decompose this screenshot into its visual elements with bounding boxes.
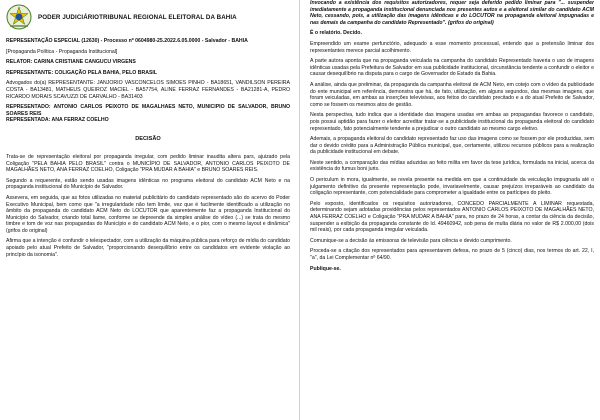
paragraph-analysis-7: O periculum in mora, igualmente, se revela presente na medida em que a continuidade da veiculação impugnada até o julgamento definitivo da presente representação pode, invariavelmente, causar prejuízos irreparáveis ao candidato da coligação representante, com potencialidade para comprometer a igualdade entre os partícipes do pleito. bbox=[310, 177, 594, 197]
document-header bbox=[6, 0, 290, 34]
paragraph-publish: Publique-se. bbox=[310, 265, 341, 272]
paragraph-analysis-1: Empreendido um exame perfunctório, adequado a esse momento processual, entendo que a pretensão liminar dos representantes merece parcial acolhimento. bbox=[310, 40, 594, 54]
case-title: REPRESENTAÇÃO ESPECIAL (12630) - Processo nº 0604980-25.2022.6.05.0000 - Salvador - BAHIA bbox=[6, 38, 248, 44]
paragraph-ruling: Pelo exposto, identificados os requisitos autorizadores, CONCEDO PARCIALMENTE A LIMINAR requestada, determinando sejam adotadas providências pelos representados ANTONIO CARLOS PEIXOTO DE MAGALHÃES NETO, ANA FERRAZ COELHO e Coligação "PRA MUDAR A BAHIA" para, no prazo de 24 horas, a contar da ciência da decisão, suspender a exibição da propaganda constante do Id. 49460942, sob pena de multa diária no valor de R$ 2.000,00 (dois mil reais), por cada propaganda irregular veiculada. bbox=[310, 200, 594, 234]
case-subject: [Propaganda Política - Propaganda Institucional] bbox=[6, 48, 118, 55]
column-divider bbox=[299, 0, 300, 420]
paragraph-1: Trata-se de representação eleitoral por propaganda irregular, com pedido liminar inaudita altera pars, ajuizado pela Coligação "PELA BAHIA PELO BRASIL" contra o MUNICÍPIO DE SALVADOR, ANTONIO CARLOS PEIXOTO DE MAGALHÃES NETO, ANA FERRAZ COELHO, Coligação "PRA MUDAR A BAHIA" e BRUNO SOARES REIS. bbox=[6, 153, 290, 174]
right-column bbox=[310, 0, 594, 420]
paragraph-4: Afirma que a intenção é confundir o telespectador, com a utilização da máquina pública para reforço de mídia do candidato apoiado pelo atual Prefeito de Salvador, "proporcionando desequilíbrio entre os candidatos em evidente violação ao princípio da isonomia". bbox=[6, 238, 290, 258]
court-name: PODER JUDICIÁRIOTRIBUNAL REGIONAL ELEITORAL DA BAHIA bbox=[38, 13, 237, 21]
case-lawyers: Advogados do(a) REPRESENTANTE: JANJORIO VASCONCELOS SIMOES PINHO - BA18651, VANDILSON PEREIRA COSTA - BA13481, MATHEUS QUEIROZ MACIEL - BA57754, ALINE FERRAZ FERNANDES - BA21281-A, PEDRO RICARDO MORAIS SCAVUZZI DE CARVALHO - BA31403 bbox=[6, 80, 290, 100]
case-defendant-2: REPRESENTADA: ANA FERRAZ COELHO bbox=[6, 117, 109, 124]
paragraph-2: Segundo a requerente, estão sendo usadas imagens idênticas no programa eleitoral do candidato ACM Neto e na propaganda institucional do Município de Salvador. bbox=[6, 177, 290, 191]
case-plaintiff: REPRESENTANTE: COLIGAÇÃO PELA BAHIA, PELO BRASIL bbox=[6, 69, 158, 76]
paragraph-analysis-4: Nesta perspectiva, tudo indica que a identidade das imagens usadas em ambas as propagandas favorece o candidato, pois possui aptidão para fazer o eleitor acreditar tratar-se a publicidade institucional da propaganda eleitoral do candidato representado, fato potencialmente tendente a prejudicar o outro candidato ao mesmo cargo eletivo. bbox=[310, 112, 594, 132]
paragraph-citation: Proceda-se a citação dos representados para apresentarem defesa, no prazo de 5 (cinco) dias, nos termos do art. 22, I, "a", da Lei Complementar nº 64/90. bbox=[310, 248, 594, 261]
paragraph-report: É o relatório. Decido. bbox=[310, 30, 362, 37]
paragraph-3: Assevera, em seguida, que as fotos utilizadas no material publicitário do candidato representado são do acervo do Poder Executivo Municipal, bem como que "a irregularidade não tem limite, vez que é facilmente identificado a utilização no âmbito da propaganda do candidato ACM Neto do LOCUTOR que aparentemente faz a propaganda Institucional do Município do Salvador, criando total liame, conforme se depreende da simples análise do vídeo (...) se trata do mesmo timbre e tom de voz nas propagandas do Município e do candidato ACM Neto, e o pior, com o mesmo layout e dinâmica" (grifos do original) bbox=[6, 194, 290, 234]
brazil-coat-of-arms-icon bbox=[6, 4, 32, 30]
paragraph-analysis-3: A análise, ainda que preliminar, da propaganda da campanha eleitoral de ACM Neto, em cotejo com o vídeo da publicidade do ente municipal em referência, demonstra que há, de fato, utilização, em alguns segundos, das mesmas imagens, que foram veiculadas, em ambas as inserções televisivas, aos feitos do candidato precitado e a do atual Prefeito de Salvador, como se fossem os mesmos atos de gestão. bbox=[310, 81, 594, 108]
paragraph-analysis-2: A parte autora aponta que na propaganda veiculada na campanha do candidato Representado haveria o uso de imagens idênticas usadas pela Prefeitura de Salvador em sua publicidade institucional, circunstância tendente a confundir o eleitor e causar desequilíbrio na disputa para o cargo de Governador do Estado da Bahia. bbox=[310, 58, 594, 78]
section-heading: DECISÃO bbox=[135, 135, 161, 142]
paragraph-analysis-5: Ademais, a propaganda eleitoral do candidato representado faz uso das imagens como se fossem por ele produzidas, sem dar o devido crédito para a Administração Pública municipal, que, certamente, utilizou recursos públicos para a realização da publicidade institucional em debate. bbox=[310, 136, 594, 156]
left-column bbox=[6, 0, 290, 420]
case-defendants: REPRESENTADO: ANTONIO CARLOS PEIXOTO DE MAGALHAES NETO, MUNICIPIO DE SALVADOR, BRUNO SOARES REIS bbox=[6, 104, 290, 117]
case-rapporteur: RELATOR: CARINA CRISTIANE CANGUCU VIRGENS bbox=[6, 59, 136, 66]
paragraph-request: Invocando a existência dos requisitos autorizadores, requer seja deferido pedido liminar para "... suspender imediatamente a propaganda institucional denunciada nos presentes autos e a eleitoral similar do candidato ACM Neto, cessando, pois, a utilização das imagens idênticas e do LOCUTOR na propaganda eleitoral impugnadas e nas demais da campanha do candidato Representado". (grifos do original) bbox=[310, 0, 594, 26]
paragraph-communication: Comunique-se a decisão às emissoras de televisão para ciência e devido cumprimento. bbox=[310, 237, 512, 244]
paragraph-analysis-6: Neste sentido, a comparação das mídias aduzidas ao feito milita em favor da tese jurídica, formulada na inicial, acerca da existência do fumus boni juris. bbox=[310, 159, 594, 173]
